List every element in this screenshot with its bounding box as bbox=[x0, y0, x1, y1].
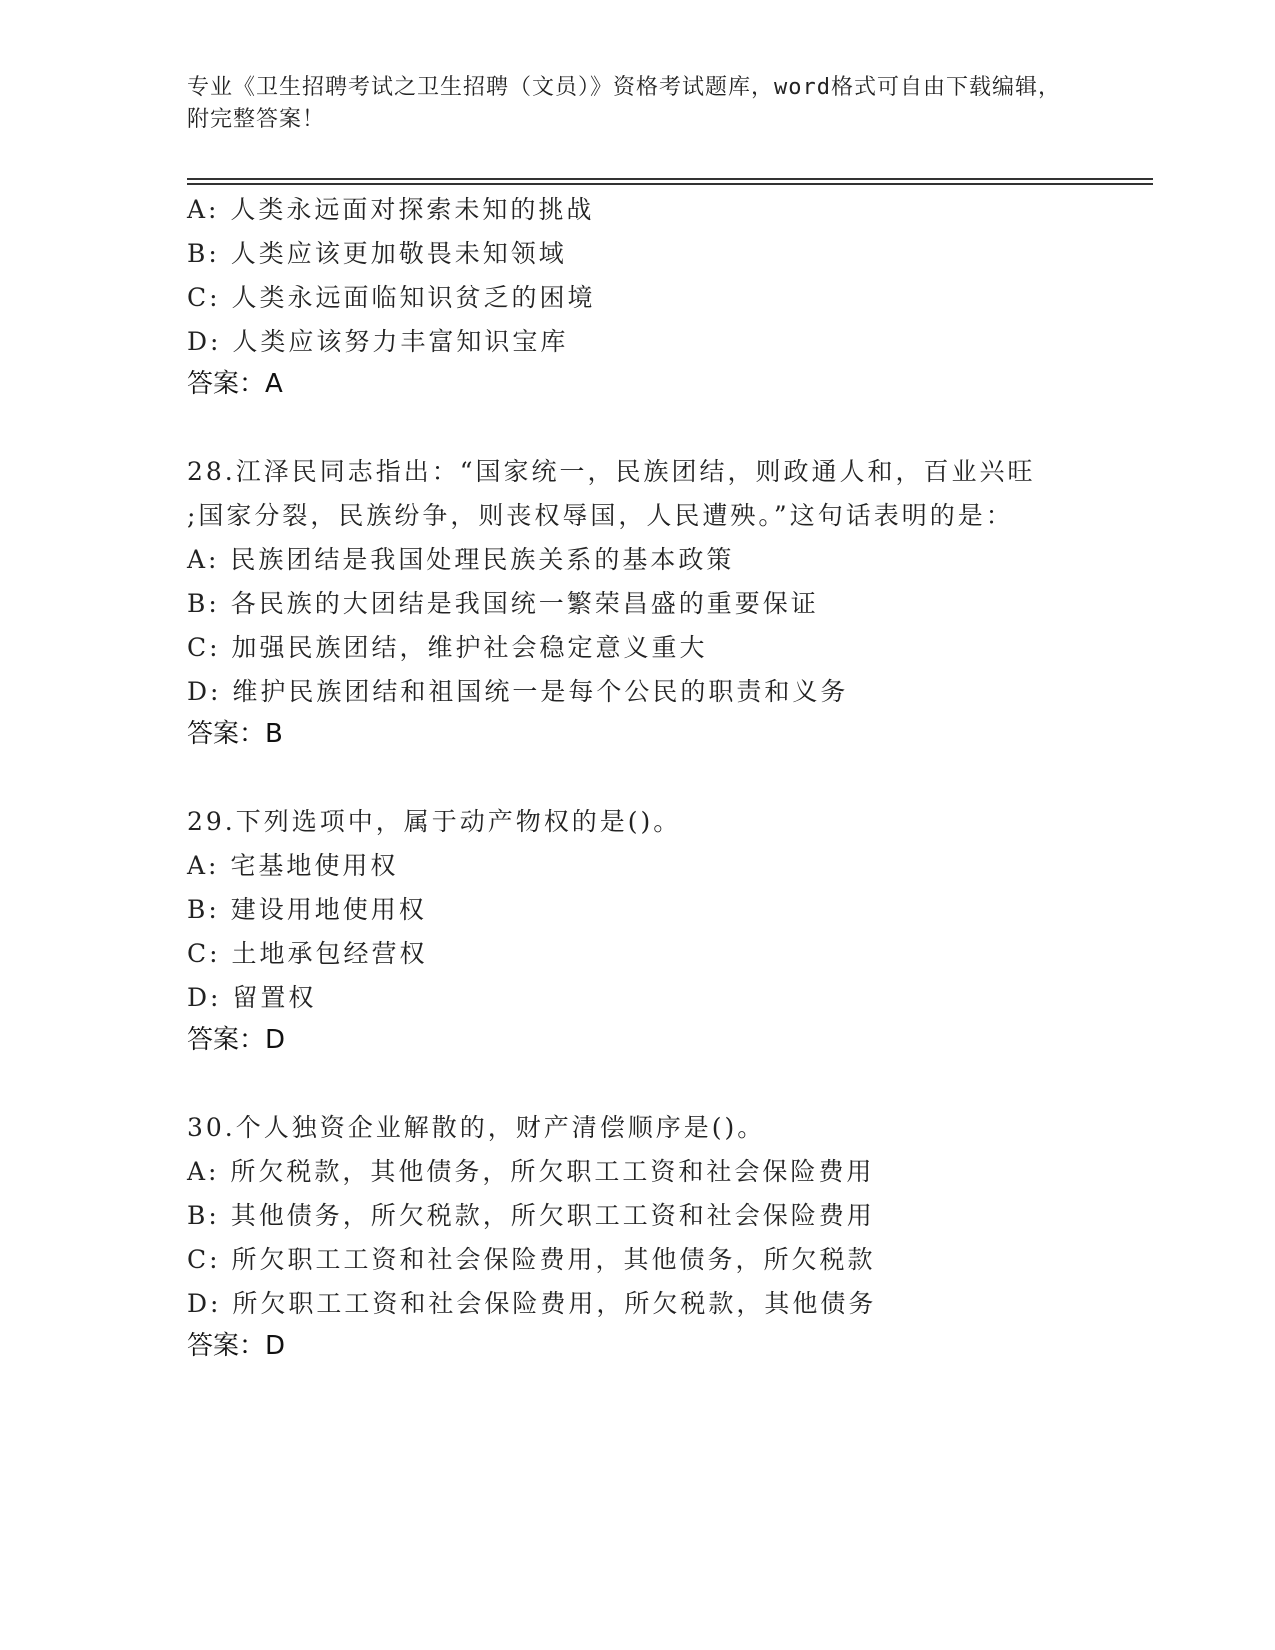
q28-stem-line1: 28.江泽民同志指出：“国家统一，民族团结，则政通人和，百业兴旺 bbox=[187, 457, 1036, 486]
header-rule-top bbox=[187, 178, 1153, 180]
header-rule-bottom bbox=[187, 183, 1153, 185]
q28-option-d: D: 维护民族团结和祖国统一是每个公民的职责和义务 bbox=[187, 677, 849, 706]
q27-option-d: D: 人类应该努力丰富知识宝库 bbox=[187, 327, 569, 356]
q30-answer: 答案：D bbox=[187, 1331, 286, 1361]
q29-option-c: C: 土地承包经营权 bbox=[187, 939, 428, 968]
q30-option-a: A: 所欠税款，其他债务，所欠职工工资和社会保险费用 bbox=[187, 1157, 875, 1186]
q29-option-d: D: 留置权 bbox=[187, 983, 317, 1012]
q28-answer: 答案：B bbox=[187, 719, 283, 749]
q29-stem: 29.下列选项中，属于动产物权的是()。 bbox=[187, 807, 682, 836]
q30-option-b: B: 其他债务，所欠税款，所欠职工工资和社会保险费用 bbox=[187, 1201, 875, 1230]
q27-answer: 答案：A bbox=[187, 369, 283, 399]
q28-option-b: B: 各民族的大团结是我国统一繁荣昌盛的重要保证 bbox=[187, 589, 819, 618]
q28-option-c: C: 加强民族团结，维护社会稳定意义重大 bbox=[187, 633, 708, 662]
q27-option-c: C: 人类永远面临知识贫乏的困境 bbox=[187, 283, 596, 312]
q30-option-c: C: 所欠职工工资和社会保险费用，其他债务，所欠税款 bbox=[187, 1245, 876, 1274]
q27-option-a: A: 人类永远面对探索未知的挑战 bbox=[187, 195, 595, 224]
q27-option-b: B: 人类应该更加敬畏未知领域 bbox=[187, 239, 567, 268]
q28-stem-line2: ;国家分裂，民族纷争，则丧权辱国，人民遭殃。”这句话表明的是： bbox=[187, 501, 1014, 530]
q29-option-b: B: 建设用地使用权 bbox=[187, 895, 427, 924]
q28-option-a: A: 民族团结是我国处理民族关系的基本政策 bbox=[187, 545, 735, 574]
document-header: 专业《卫生招聘考试之卫生招聘（文员）》资格考试题库，word格式可自由下载编辑，附完整答案！ bbox=[187, 75, 1061, 132]
q30-stem: 30.个人独资企业解散的，财产清偿顺序是()。 bbox=[187, 1113, 766, 1142]
q29-option-a: A: 宅基地使用权 bbox=[187, 851, 399, 880]
q29-answer: 答案：D bbox=[187, 1025, 286, 1055]
q30-option-d: D: 所欠职工工资和社会保险费用，所欠税款，其他债务 bbox=[187, 1289, 877, 1318]
